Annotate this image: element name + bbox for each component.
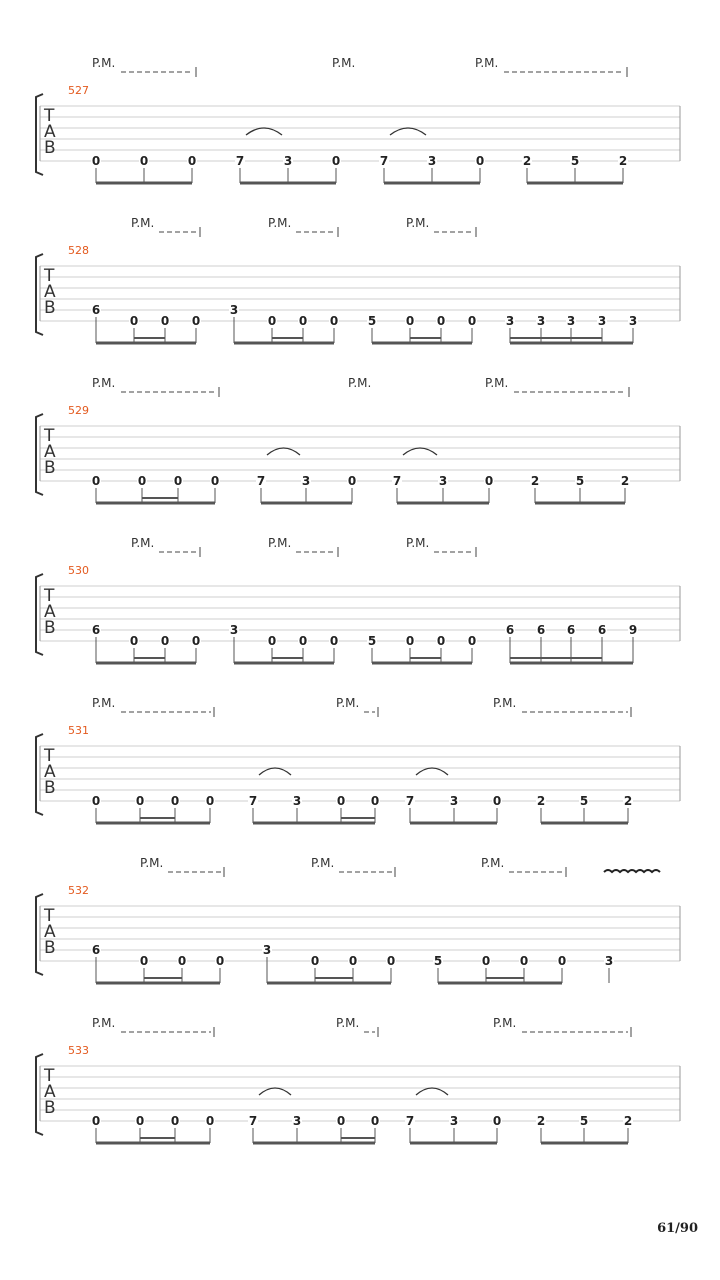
fret-number: 0 (519, 954, 529, 968)
palm-mute-label: P.M. (268, 536, 292, 550)
palm-mute-label: P.M. (336, 696, 360, 710)
palm-mute-label: P.M. (348, 376, 372, 390)
fret-number: 7 (392, 474, 402, 488)
fret-number: 0 (205, 794, 215, 808)
tab-clef-letter: T (44, 1066, 55, 1086)
tab-clef-letter: B (44, 458, 56, 478)
bar-number: 529 (68, 404, 89, 417)
fret-number: 0 (436, 314, 446, 328)
fret-number: 0 (91, 794, 101, 808)
fret-number: 0 (160, 314, 170, 328)
tab-clef-letter: A (44, 762, 56, 782)
fret-number: 6 (536, 623, 546, 637)
fret-number: 0 (405, 634, 415, 648)
fret-number: 7 (405, 794, 415, 808)
fret-number: 0 (405, 314, 415, 328)
fret-number: 6 (91, 623, 101, 637)
fret-number: 0 (336, 794, 346, 808)
fret-number: 0 (348, 954, 358, 968)
fret-number: 0 (191, 314, 201, 328)
fret-number: 7 (405, 1114, 415, 1128)
palm-mute-label: P.M. (131, 216, 155, 230)
fret-number: 0 (135, 1114, 145, 1128)
slur-arc (259, 768, 291, 775)
palm-mute-label: P.M. (311, 856, 335, 870)
fret-number: 3 (628, 314, 638, 328)
fret-number: 0 (191, 634, 201, 648)
palm-mute-label: P.M. (493, 1016, 517, 1030)
fret-number: 3 (597, 314, 607, 328)
fret-number: 0 (331, 154, 341, 168)
palm-mute-label: P.M. (140, 856, 164, 870)
slur-arc (390, 128, 426, 135)
tab-clef-letter: A (44, 922, 56, 942)
fret-number: 3 (505, 314, 515, 328)
palm-mute-label: P.M. (92, 1016, 116, 1030)
tab-clef-letter: T (44, 266, 55, 286)
fret-number: 6 (91, 943, 101, 957)
fret-number: 5 (579, 794, 589, 808)
fret-number: 6 (597, 623, 607, 637)
fret-number: 3 (292, 794, 302, 808)
tab-clef-letter: T (44, 746, 55, 766)
slur-arc (403, 448, 437, 455)
fret-number: 5 (367, 314, 377, 328)
fret-number: 0 (298, 314, 308, 328)
fret-number: 3 (449, 1114, 459, 1128)
fret-number: 0 (267, 634, 277, 648)
fret-number: 2 (623, 794, 633, 808)
fret-number: 0 (160, 634, 170, 648)
fret-number: 0 (210, 474, 220, 488)
fret-number: 0 (91, 474, 101, 488)
tab-clef-letter: B (44, 778, 56, 798)
fret-number: 7 (248, 1114, 258, 1128)
fret-number: 0 (484, 474, 494, 488)
fret-number: 0 (187, 154, 197, 168)
fret-number: 0 (298, 634, 308, 648)
bar-number: 533 (68, 1044, 89, 1057)
fret-number: 0 (467, 634, 477, 648)
palm-mute-label: P.M. (131, 536, 155, 550)
fret-number: 5 (570, 154, 580, 168)
fret-number: 0 (215, 954, 225, 968)
fret-number: 0 (170, 794, 180, 808)
fret-number: 2 (618, 154, 628, 168)
tab-clef-letter: T (44, 106, 55, 126)
fret-number: 0 (329, 634, 339, 648)
fret-number: 3 (301, 474, 311, 488)
tab-clef-letter: A (44, 602, 56, 622)
fret-number: 3 (229, 303, 239, 317)
fret-number: 0 (336, 1114, 346, 1128)
fret-number: 0 (347, 474, 357, 488)
fret-number: 5 (579, 1114, 589, 1128)
fret-number: 6 (505, 623, 515, 637)
bar-number: 527 (68, 84, 89, 97)
tab-clef-letter: B (44, 138, 56, 158)
fret-number: 0 (370, 794, 380, 808)
fret-number: 3 (604, 954, 614, 968)
palm-mute-label: P.M. (92, 56, 116, 70)
slur-arc (259, 1088, 291, 1095)
fret-number: 0 (436, 634, 446, 648)
fret-number: 0 (557, 954, 567, 968)
fret-number: 2 (522, 154, 532, 168)
fret-number: 0 (205, 1114, 215, 1128)
bar-number: 532 (68, 884, 89, 897)
fret-number: 2 (620, 474, 630, 488)
tab-clef-letter: A (44, 122, 56, 142)
fret-number: 0 (129, 314, 139, 328)
palm-mute-label: P.M. (332, 56, 356, 70)
fret-number: 0 (139, 154, 149, 168)
palm-mute-label: P.M. (493, 696, 517, 710)
tab-clef-letter: A (44, 1082, 56, 1102)
fret-number: 0 (481, 954, 491, 968)
palm-mute-label: P.M. (92, 376, 116, 390)
fret-number: 3 (292, 1114, 302, 1128)
bar-number: 531 (68, 724, 89, 737)
fret-number: 7 (248, 794, 258, 808)
fret-number: 3 (566, 314, 576, 328)
fret-number: 9 (628, 623, 638, 637)
tab-clef-letter: A (44, 442, 56, 462)
fret-number: 7 (379, 154, 389, 168)
palm-mute-label: P.M. (92, 696, 116, 710)
fret-number: 0 (329, 314, 339, 328)
fret-number: 3 (449, 794, 459, 808)
slur-arc (416, 768, 448, 775)
fret-number: 2 (623, 1114, 633, 1128)
fret-number: 6 (91, 303, 101, 317)
fret-number: 0 (129, 634, 139, 648)
fret-number: 0 (370, 1114, 380, 1128)
fret-number: 0 (137, 474, 147, 488)
fret-number: 0 (475, 154, 485, 168)
tab-clef-letter: B (44, 938, 56, 958)
fret-number: 2 (536, 794, 546, 808)
palm-mute-label: P.M. (268, 216, 292, 230)
fret-number: 3 (283, 154, 293, 168)
fret-number: 3 (536, 314, 546, 328)
fret-number: 0 (139, 954, 149, 968)
fret-number: 0 (91, 154, 101, 168)
tab-clef-letter: B (44, 618, 56, 638)
fret-number: 0 (467, 314, 477, 328)
page-number: 61/90 (657, 1221, 698, 1236)
fret-number: 0 (386, 954, 396, 968)
bar-number: 528 (68, 244, 89, 257)
tab-clef-letter: A (44, 282, 56, 302)
fret-number: 5 (367, 634, 377, 648)
fret-number: 0 (170, 1114, 180, 1128)
palm-mute-label: P.M. (406, 216, 430, 230)
fret-number: 0 (492, 1114, 502, 1128)
slur-arc (246, 128, 282, 135)
fret-number: 3 (438, 474, 448, 488)
fret-number: 0 (135, 794, 145, 808)
tab-clef-letter: B (44, 298, 56, 318)
fret-number: 0 (173, 474, 183, 488)
fret-number: 0 (267, 314, 277, 328)
vibrato-mark (604, 870, 660, 872)
palm-mute-label: P.M. (475, 56, 499, 70)
palm-mute-label: P.M. (481, 856, 505, 870)
palm-mute-label: P.M. (485, 376, 509, 390)
fret-number: 0 (310, 954, 320, 968)
fret-number: 7 (256, 474, 266, 488)
fret-number: 0 (492, 794, 502, 808)
palm-mute-label: P.M. (336, 1016, 360, 1030)
fret-number: 7 (235, 154, 245, 168)
fret-number: 3 (262, 943, 272, 957)
slur-arc (267, 448, 300, 455)
slur-arc (416, 1088, 448, 1095)
tab-clef-letter: T (44, 426, 55, 446)
bar-number: 530 (68, 564, 89, 577)
fret-number: 3 (427, 154, 437, 168)
fret-number: 3 (229, 623, 239, 637)
fret-number: 6 (566, 623, 576, 637)
tab-clef-letter: B (44, 1098, 56, 1118)
fret-number: 2 (530, 474, 540, 488)
tab-clef-letter: T (44, 586, 55, 606)
fret-number: 0 (177, 954, 187, 968)
fret-number: 2 (536, 1114, 546, 1128)
fret-number: 0 (91, 1114, 101, 1128)
fret-number: 5 (575, 474, 585, 488)
fret-number: 5 (433, 954, 443, 968)
tab-clef-letter: T (44, 906, 55, 926)
palm-mute-label: P.M. (406, 536, 430, 550)
